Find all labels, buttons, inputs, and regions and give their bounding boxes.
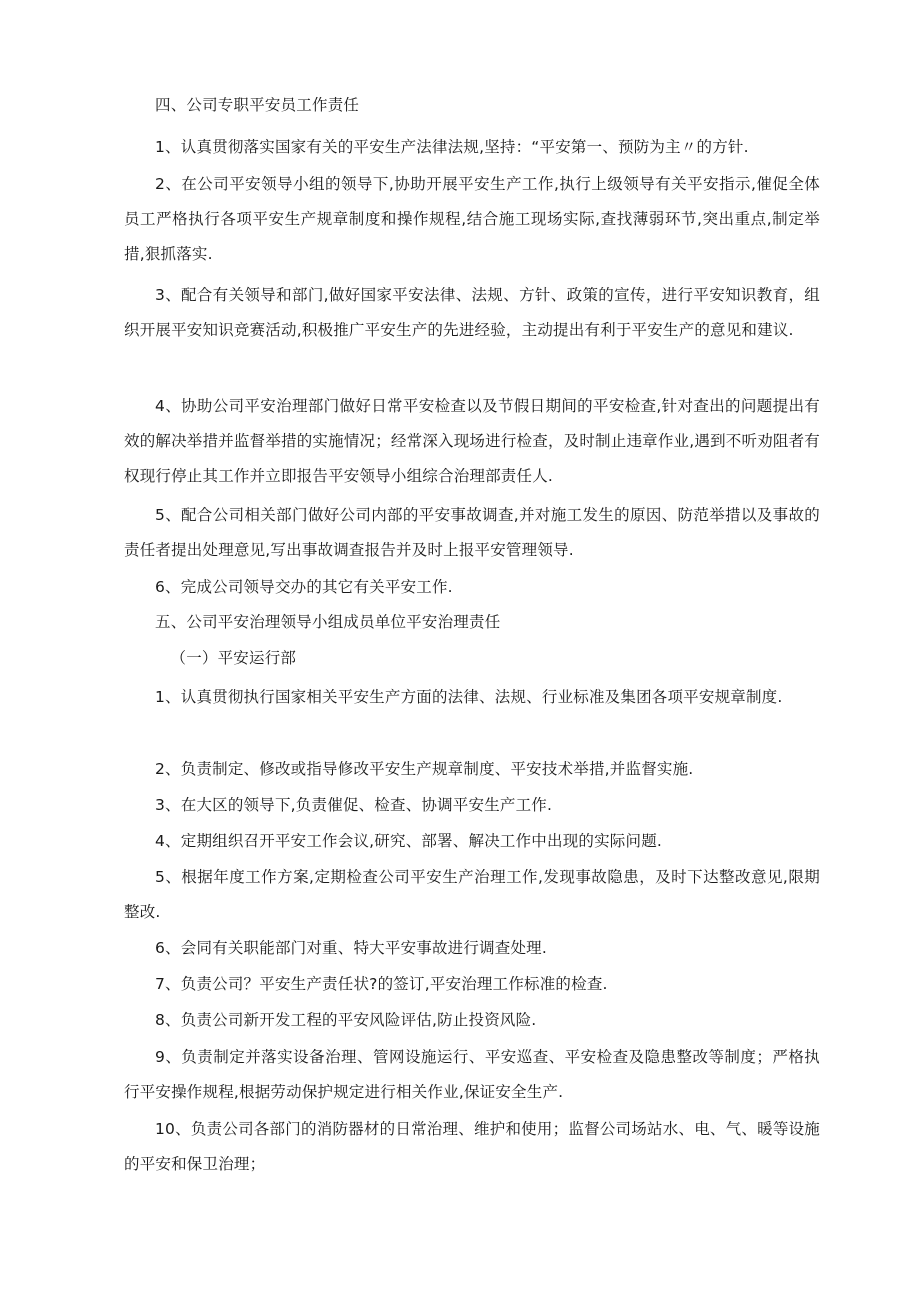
paragraph: 7、负责公司？平安生产责任状?的签订,平安治理工作标准的检查.: [155, 975, 608, 993]
paragraph: 6、完成公司领导交办的其它有关平安工作.: [155, 578, 453, 596]
paragraph: 1、认真贯彻执行国家相关平安生产方面的法律、法规、行业标准及集团各项平安规章制度.: [155, 688, 783, 706]
paragraph: 8、负责公司新开发工程的平安风险评估,防止投资风险.: [155, 1011, 537, 1029]
paragraph: 6、会同有关职能部门对重、特大平安事故进行调查处理.: [155, 939, 547, 957]
paragraph: 4、协助公司平安治理部门做好日常平安检查以及节假日期间的平安检查,针对查出的问题提出有效的解决举措并监督举措的实施情况；经常深入现场进行检查，及时制止违章作业,遇到不听劝阻者有权现行停止其工作并立即报告平安领导小组综合治理部责任人.: [124, 397, 820, 485]
paragraph: 2、负责制定、修改或指导修改平安生产规章制度、平安技术举措,并监督实施.: [155, 760, 694, 778]
paragraph: 10、负责公司各部门的消防器材的日常治理、维护和使用；监督公司场站水、电、气、暖等设施的平安和保卫治理；: [124, 1120, 820, 1173]
paragraph: 4、定期组织召开平安工作会议,研究、部署、解决工作中出现的实际问题.: [155, 832, 663, 850]
paragraph: 5、配合公司相关部门做好公司内部的平安事故调查,并对施工发生的原因、防范举措以及事故的责任者提出处理意见,写出事故调查报告并及时上报平安管理领导.: [124, 506, 820, 559]
paragraph: 3、在大区的领导下,负责催促、检查、协调平安生产工作.: [155, 796, 553, 814]
paragraph: 5、根据年度工作方案,定期检查公司平安生产治理工作,发现事故隐患，及时下达整改意见,限期整改.: [124, 868, 820, 921]
paragraph: 1、认真贯彻落实国家有关的平安生产法律法规,坚持：“平安第一、预防为主〃的方针.: [155, 138, 749, 156]
paragraph: 9、负责制定并落实设备治理、管网设施运行、平安巡查、平安检查及隐患整改等制度；严格执行平安操作规程,根据劳动保护规定进行相关作业,保证安全生产.: [124, 1048, 820, 1101]
subsection-heading: （一）平安运行部: [170, 649, 297, 667]
paragraph: 2、在公司平安领导小组的领导下,协助开展平安生产工作,执行上级领导有关平安指示,催促全体员工严格执行各项平安生产规章制度和操作规程,结合施工现场实际,查找薄弱环节,突出重点,制定举措,狠抓落实.: [124, 175, 820, 263]
paragraph: 3、配合有关领导和部门,做好国家平安法律、法规、方针、政策的宣传，进行平安知识教育，组织开展平安知识竞赛活动,积极推广平安生产的先进经验，主动提出有利于平安生产的意见和建议.: [124, 286, 820, 339]
section-heading: 五、公司平安治理领导小组成员单位平安治理责任: [155, 613, 501, 631]
section-heading: 四、公司专职平安员工作责任: [155, 96, 360, 114]
